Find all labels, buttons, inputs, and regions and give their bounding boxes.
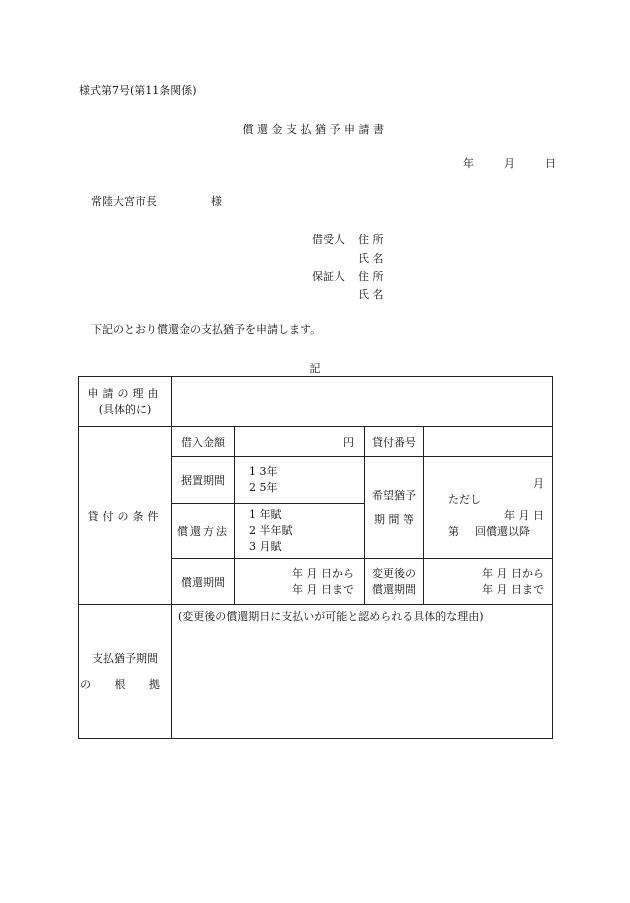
loan-amount-label: 借入金額 — [172, 427, 235, 457]
desired-date: 年 月 日 — [504, 508, 544, 522]
date-year: 年 — [463, 157, 474, 170]
desired-month: 月 — [533, 476, 544, 490]
date-day: 日 — [545, 157, 556, 170]
document-title: 償還金支払猶予申請書 — [242, 123, 388, 136]
repayment-method-label: 償還方法 — [172, 504, 235, 559]
new-period-label: 変更後の 償還期間 — [365, 559, 424, 605]
deferment-option-2: 2 5年 — [249, 481, 278, 494]
method-option-1: 1 年賦 — [249, 508, 282, 521]
loan-number-cell[interactable] — [424, 427, 553, 457]
desired-installment: 第 回償還以降 — [448, 524, 530, 538]
repay-period-cell[interactable] — [235, 559, 365, 605]
basis-label-cell: 支払猶予期間 の 根 拠 — [79, 605, 172, 739]
method-option-3: 3 月賦 — [249, 540, 282, 553]
repay-from: 年 月 日から — [292, 566, 354, 580]
borrower-address-row — [312, 231, 384, 247]
guarantor-address-row — [312, 268, 384, 284]
guarantor-name-label: 氏 名 — [358, 288, 384, 301]
method-option-2: 2 半年賦 — [249, 524, 293, 537]
repay-period-label: 償還期間 — [172, 559, 235, 605]
borrower-label: 借受人 — [312, 233, 345, 246]
borrower-address-label: 住 所 — [358, 233, 384, 246]
form-number: 様式第7号(第11条関係) — [79, 84, 197, 97]
deferment-options[interactable] — [235, 457, 365, 504]
loan-number-label: 貸付番号 — [365, 427, 424, 457]
basis-input-cell[interactable] — [172, 605, 553, 739]
deferment-label: 据置期間 — [172, 457, 235, 504]
reason-label-cell: 申請の理由 (具体的に) — [79, 377, 172, 427]
loan-amount-cell[interactable]: 円 — [235, 427, 365, 457]
desired-period-cell[interactable] — [424, 457, 553, 559]
desired-tadashi: ただし — [448, 492, 481, 506]
basis-note: (変更後の償還期日に支払いが可能と認められる具体的な理由) — [178, 610, 484, 623]
honorific: 様 — [211, 195, 222, 208]
addressee — [91, 193, 222, 209]
desired-label-cell: 希望猶予 期 間 等 — [365, 457, 424, 559]
deferment-option-1: 1 3年 — [249, 465, 278, 478]
repay-to: 年 月 日まで — [292, 582, 354, 596]
repayment-method-options[interactable] — [235, 504, 365, 559]
intro-text: 下記のとおり償還金の支払猶予を申請します。 — [91, 323, 322, 336]
guarantor-address-label: 住 所 — [358, 270, 384, 283]
borrower-name-label: 氏 名 — [358, 252, 384, 265]
new-period-cell[interactable] — [424, 559, 553, 605]
conditions-table — [78, 376, 553, 739]
new-to: 年 月 日まで — [482, 582, 544, 596]
reason-input-cell[interactable] — [172, 377, 553, 427]
guarantor-label: 保証人 — [312, 270, 345, 283]
new-from: 年 月 日から — [482, 566, 544, 580]
conditions-label-cell: 貸付の条件 — [79, 427, 172, 605]
ki-heading: 記 — [309, 362, 321, 375]
date-month: 月 — [504, 157, 515, 170]
addressee-name: 常陸大宮市長 — [91, 195, 157, 208]
guarantor-name-row — [312, 286, 384, 302]
borrower-name-row — [312, 250, 384, 266]
date-line — [463, 155, 556, 171]
